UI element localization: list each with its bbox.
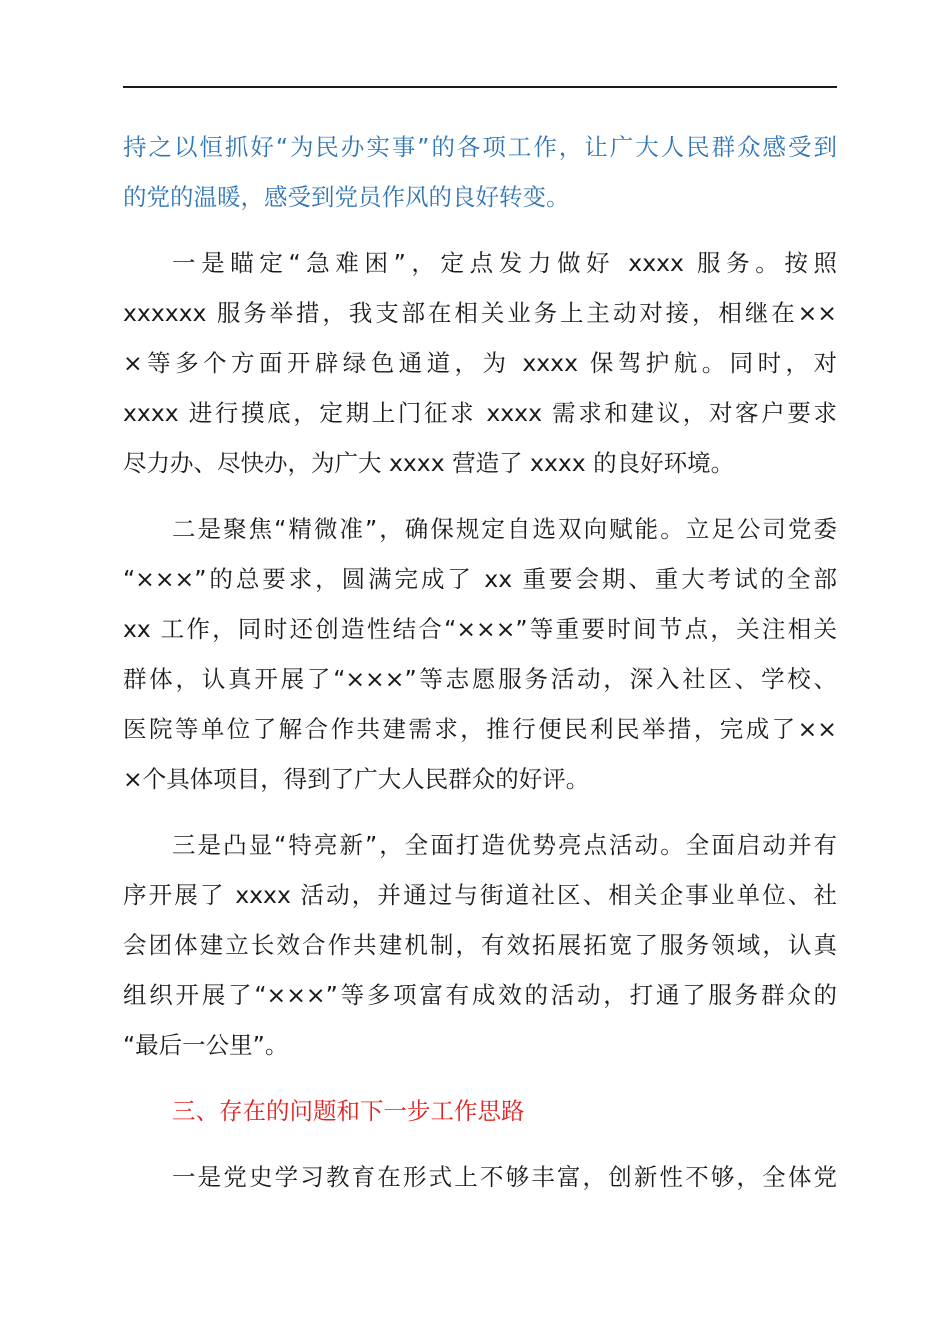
text-line: “×××”的总要求，圆满完成了 xx 重要会期、重大考试的全部 — [123, 565, 837, 593]
section-heading — [123, 1086, 837, 1136]
paragraph-3 — [123, 820, 837, 1070]
text-line: 一是瞄定“急难困”，定点发力做好 xxxx 服务。按照 — [172, 249, 837, 277]
continuation-paragraph — [123, 122, 837, 222]
text-line: 尽力办、尽快办，为广大 xxxx 营造了 xxxx 的良好环境。 — [123, 449, 735, 477]
text-line: xxxxxx 服务举措，我支部在相关业务上主动对接，相继在×× — [123, 299, 837, 327]
text-line: 组织开展了“×××”等多项富有成效的活动，打通了服务群众的 — [123, 981, 837, 1009]
text-line: 持之以恒抓好“为民办实事”的各项工作，让广大人民群众感受到 — [123, 133, 837, 161]
paragraph-2 — [123, 504, 837, 804]
text-line: 医院等单位了解合作共建需求，推行便民利民举措，完成了×× — [123, 715, 837, 743]
text-line: 会团体建立长效合作共建机制，有效拓展拓宽了服务领域，认真 — [123, 931, 837, 959]
header-rule — [123, 86, 837, 88]
text-line: xxxx 进行摸底，定期上门征求 xxxx 需求和建议，对客户要求 — [123, 399, 837, 427]
paragraph-1 — [123, 238, 837, 488]
section-heading-text: 三、存在的问题和下一步工作思路 — [172, 1097, 525, 1125]
document-body — [123, 122, 837, 1202]
text-line: 群体，认真开展了“×××”等志愿服务活动，深入社区、学校、 — [123, 665, 837, 693]
text-line: xx 工作，同时还创造性结合“×××”等重要时间节点，关注相关 — [123, 615, 837, 643]
text-line: 二是聚焦“精微准”，确保规定自选双向赋能。立足公司党委 — [172, 515, 837, 543]
text-line: ×个具体项目，得到了广大人民群众的好评。 — [123, 765, 590, 793]
paragraph-4 — [123, 1152, 837, 1202]
text-line: ×等多个方面开辟绿色通道，为 xxxx 保驾护航。同时，对 — [123, 349, 837, 377]
text-line: 的党的温暖，感受到党员作风的良好转变。 — [123, 183, 570, 211]
text-line: “最后一公里”。 — [123, 1031, 289, 1059]
text-line: 一是党史学习教育在形式上不够丰富，创新性不够，全体党 — [172, 1163, 837, 1191]
text-line: 序开展了 xxxx 活动，并通过与街道社区、相关企事业单位、社 — [123, 881, 837, 909]
text-line: 三是凸显“特亮新”，全面打造优势亮点活动。全面启动并有 — [172, 831, 837, 859]
